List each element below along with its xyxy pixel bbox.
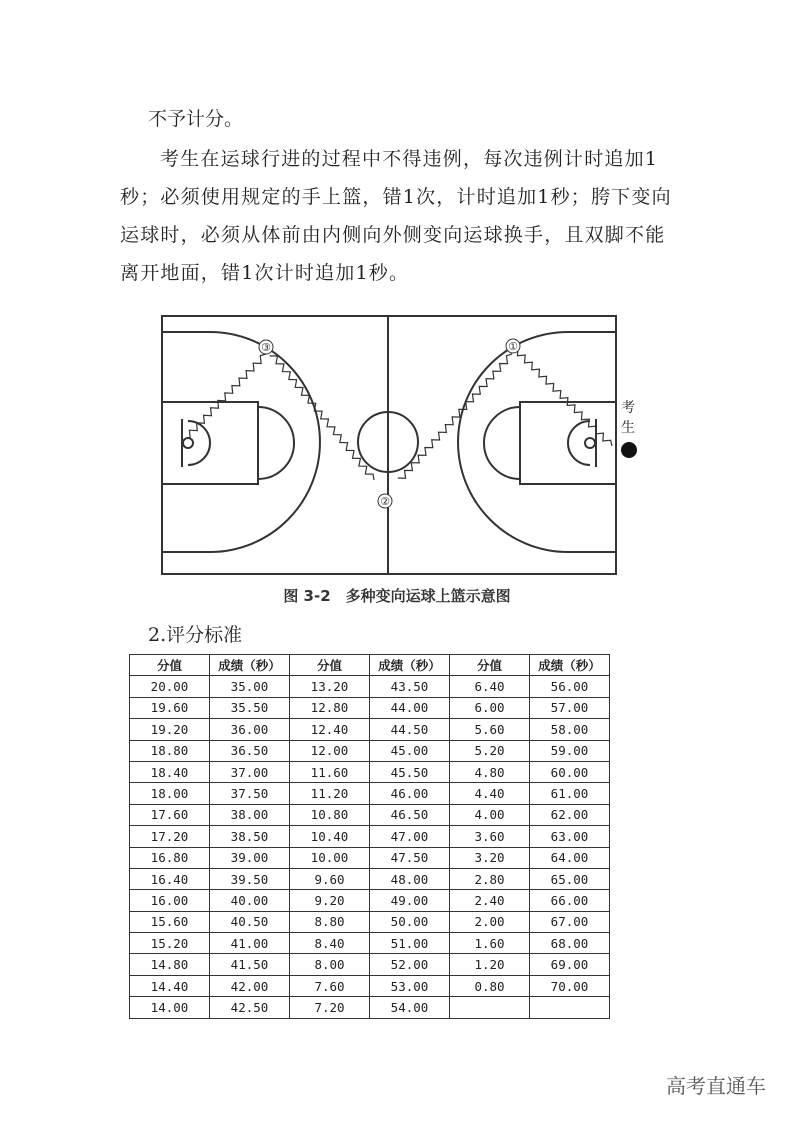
table-row bbox=[130, 783, 610, 804]
table-cell: 58.00 bbox=[530, 719, 610, 740]
table-row bbox=[130, 847, 610, 868]
table-cell: 43.50 bbox=[370, 676, 450, 697]
table-cell: 6.00 bbox=[450, 697, 530, 718]
table-cell: 47.00 bbox=[370, 826, 450, 847]
table-cell: 12.40 bbox=[290, 719, 370, 740]
table-cell: 3.20 bbox=[450, 847, 530, 868]
table-cell: 11.20 bbox=[290, 783, 370, 804]
table-cell: 19.60 bbox=[130, 697, 210, 718]
paragraph-rules: 考生在运球行进的过程中不得违例，每次违例计时追加1秒；必须使用规定的手上篮，错1次，计时追加1秒；胯下变向运球时，必须从体前由内侧向外侧变向运球换手，且双脚不能离开地面，错1次计时追加1秒。 bbox=[120, 148, 672, 284]
table-cell: 7.20 bbox=[290, 997, 370, 1018]
table-cell: 69.00 bbox=[530, 954, 610, 975]
table-cell: 48.00 bbox=[370, 868, 450, 889]
table-cell: 40.50 bbox=[210, 911, 290, 932]
table-cell: 36.50 bbox=[210, 740, 290, 761]
table-cell: 62.00 bbox=[530, 804, 610, 825]
table-cell: 37.50 bbox=[210, 783, 290, 804]
table-row bbox=[130, 676, 610, 697]
right-hoop bbox=[585, 438, 595, 448]
table-cell: 2.00 bbox=[450, 911, 530, 932]
table-cell: 4.00 bbox=[450, 804, 530, 825]
table-cell: 15.60 bbox=[130, 911, 210, 932]
table-row bbox=[130, 761, 610, 782]
table-cell: 39.50 bbox=[210, 868, 290, 889]
right-free-throw-arc bbox=[484, 407, 520, 479]
table-cell: 53.00 bbox=[370, 975, 450, 996]
table-cell: 17.60 bbox=[130, 804, 210, 825]
table-cell: 44.50 bbox=[370, 719, 450, 740]
table-cell: 37.00 bbox=[210, 761, 290, 782]
table-cell: 45.50 bbox=[370, 761, 450, 782]
table-cell: 41.50 bbox=[210, 954, 290, 975]
table-cell: 12.80 bbox=[290, 697, 370, 718]
table-cell: 60.00 bbox=[530, 761, 610, 782]
table-cell: 66.00 bbox=[530, 890, 610, 911]
table-row bbox=[130, 954, 610, 975]
marker-1-label: ① bbox=[508, 340, 518, 353]
table-cell: 38.50 bbox=[210, 826, 290, 847]
table-cell: 6.40 bbox=[450, 676, 530, 697]
table-cell: 40.00 bbox=[210, 890, 290, 911]
table-cell: 36.00 bbox=[210, 719, 290, 740]
table-cell: 42.00 bbox=[210, 975, 290, 996]
table-row bbox=[130, 740, 610, 761]
table-row bbox=[130, 826, 610, 847]
table-cell: 35.00 bbox=[210, 676, 290, 697]
table-cell: 46.50 bbox=[370, 804, 450, 825]
left-three-point-arc bbox=[162, 332, 320, 552]
table-cell: 8.80 bbox=[290, 911, 370, 932]
table-cell: 1.20 bbox=[450, 954, 530, 975]
table-cell: 7.60 bbox=[290, 975, 370, 996]
table-cell: 20.00 bbox=[130, 676, 210, 697]
table-row bbox=[130, 890, 610, 911]
table-cell: 3.60 bbox=[450, 826, 530, 847]
table-cell: 19.20 bbox=[130, 719, 210, 740]
header-score: 分值 bbox=[450, 655, 530, 676]
table-row bbox=[130, 997, 610, 1018]
table-row bbox=[130, 933, 610, 954]
table-cell: 9.20 bbox=[290, 890, 370, 911]
table-cell: 42.50 bbox=[210, 997, 290, 1018]
table-cell: 50.00 bbox=[370, 911, 450, 932]
table-cell: 8.40 bbox=[290, 933, 370, 954]
table-row bbox=[130, 719, 610, 740]
table-cell: 17.20 bbox=[130, 826, 210, 847]
table-cell: 14.00 bbox=[130, 997, 210, 1018]
table-cell: 52.00 bbox=[370, 954, 450, 975]
table-cell: 2.40 bbox=[450, 890, 530, 911]
table-row bbox=[130, 697, 610, 718]
table-cell: 56.00 bbox=[530, 676, 610, 697]
header-time: 成绩（秒） bbox=[210, 655, 290, 676]
table-row bbox=[130, 868, 610, 889]
table-cell: 49.00 bbox=[370, 890, 450, 911]
header-score: 分值 bbox=[130, 655, 210, 676]
section-title: 2.评分标准 bbox=[148, 624, 243, 646]
header-score: 分值 bbox=[290, 655, 370, 676]
table-cell: 15.20 bbox=[130, 933, 210, 954]
table-cell: 38.00 bbox=[210, 804, 290, 825]
table-cell: 9.60 bbox=[290, 868, 370, 889]
table-cell: 14.80 bbox=[130, 954, 210, 975]
table-cell: 35.50 bbox=[210, 697, 290, 718]
table-cell: 68.00 bbox=[530, 933, 610, 954]
marker-3-label: ③ bbox=[261, 341, 271, 354]
table-cell: 10.80 bbox=[290, 804, 370, 825]
table-cell: 65.00 bbox=[530, 868, 610, 889]
table-cell: 1.60 bbox=[450, 933, 530, 954]
figure-caption: 图 3-2 多种变向运球上篮示意图 bbox=[283, 587, 511, 605]
table-cell: 12.00 bbox=[290, 740, 370, 761]
table-cell: 67.00 bbox=[530, 911, 610, 932]
right-three-point-arc bbox=[458, 332, 616, 552]
table-cell bbox=[450, 997, 530, 1018]
table-cell: 45.00 bbox=[370, 740, 450, 761]
table-cell: 2.80 bbox=[450, 868, 530, 889]
table-cell: 63.00 bbox=[530, 826, 610, 847]
table-cell: 13.20 bbox=[290, 676, 370, 697]
table-cell: 51.00 bbox=[370, 933, 450, 954]
table-cell: 0.80 bbox=[450, 975, 530, 996]
table-cell: 44.00 bbox=[370, 697, 450, 718]
table-cell bbox=[530, 997, 610, 1018]
table-cell: 70.00 bbox=[530, 975, 610, 996]
table-cell: 16.40 bbox=[130, 868, 210, 889]
table-cell: 5.60 bbox=[450, 719, 530, 740]
marker-2-label: ② bbox=[380, 495, 390, 508]
basketball-court-diagram bbox=[160, 314, 618, 578]
header-time: 成绩（秒） bbox=[370, 655, 450, 676]
table-row bbox=[130, 804, 610, 825]
watermark: 高考直通车 bbox=[666, 1074, 766, 1098]
table-header-row bbox=[130, 655, 610, 676]
table-cell: 8.00 bbox=[290, 954, 370, 975]
table-cell: 54.00 bbox=[370, 997, 450, 1018]
table-cell: 5.20 bbox=[450, 740, 530, 761]
table-cell: 46.00 bbox=[370, 783, 450, 804]
table-cell: 57.00 bbox=[530, 697, 610, 718]
table-cell: 59.00 bbox=[530, 740, 610, 761]
left-hoop bbox=[183, 438, 193, 448]
table-row bbox=[130, 911, 610, 932]
header-time: 成绩（秒） bbox=[530, 655, 610, 676]
table-cell: 10.00 bbox=[290, 847, 370, 868]
table-cell: 16.00 bbox=[130, 890, 210, 911]
examinee-label: 考生 bbox=[621, 400, 635, 436]
table-cell: 16.80 bbox=[130, 847, 210, 868]
table-cell: 39.00 bbox=[210, 847, 290, 868]
table-cell: 18.80 bbox=[130, 740, 210, 761]
examinee-dot bbox=[621, 442, 637, 458]
table-cell: 10.40 bbox=[290, 826, 370, 847]
table-cell: 64.00 bbox=[530, 847, 610, 868]
paragraph-no-score: 不予计分。 bbox=[148, 108, 244, 130]
table-row bbox=[130, 975, 610, 996]
table-cell: 18.00 bbox=[130, 783, 210, 804]
left-free-throw-arc bbox=[258, 407, 294, 479]
scoring-table bbox=[129, 654, 610, 1019]
table-cell: 61.00 bbox=[530, 783, 610, 804]
table-cell: 18.40 bbox=[130, 761, 210, 782]
table-cell: 14.40 bbox=[130, 975, 210, 996]
table-cell: 47.50 bbox=[370, 847, 450, 868]
table-cell: 4.40 bbox=[450, 783, 530, 804]
table-cell: 41.00 bbox=[210, 933, 290, 954]
table-cell: 11.60 bbox=[290, 761, 370, 782]
table-cell: 4.80 bbox=[450, 761, 530, 782]
